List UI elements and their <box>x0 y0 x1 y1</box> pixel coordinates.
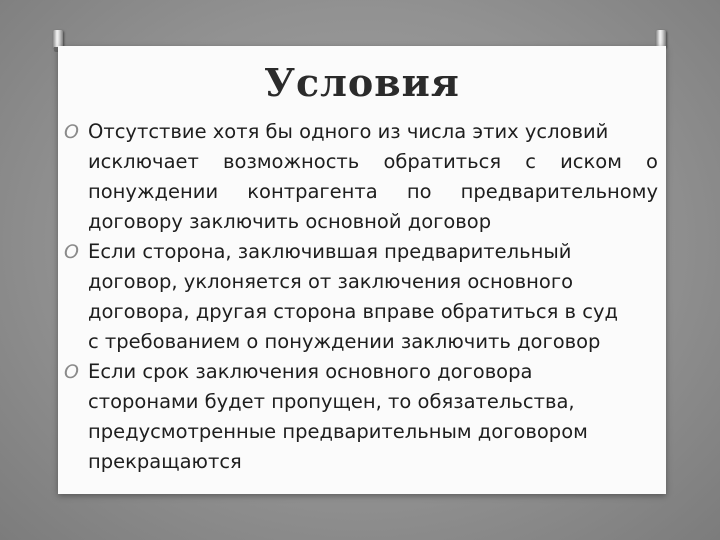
bullet-list <box>62 117 658 477</box>
bullet-3-line-1: Если срок заключения основного договора <box>88 360 533 383</box>
bullet-marker-icon: O <box>64 361 79 383</box>
bullet-3-line-3: предусмотренные предварительным договором <box>88 420 588 443</box>
bullet-item-1 <box>62 117 658 237</box>
bullet-3-line-2: сторонами будет пропущен, то обязательства, <box>88 390 575 413</box>
bullet-item-2 <box>62 237 658 357</box>
bullet-1-line-2: исключает возможность обратиться с иском о <box>88 150 658 173</box>
bullet-2-line-1: Если сторона, заключившая предварительный <box>88 240 572 263</box>
bullet-marker-icon: O <box>64 241 79 263</box>
bullet-2-line-3: договора, другая сторона вправе обратиться в суд <box>88 300 618 323</box>
bullet-2-line-4: с требованием о понуждении заключить договор <box>88 330 601 353</box>
bullet-1-line-1: Отсутствие хотя бы одного из числа этих условий <box>88 120 609 143</box>
bullet-2-line-2: договор, уклоняется от заключения основного <box>88 270 573 293</box>
bullet-item-3 <box>62 357 658 477</box>
bullet-1-line-3: понуждении контрагента по предварительному <box>88 180 658 203</box>
bullet-3-line-4: прекращаются <box>88 450 242 473</box>
slide-title: Условия <box>264 60 460 105</box>
bullet-marker-icon: O <box>64 121 79 143</box>
bullet-1-line-4: договору заключить основной договор <box>88 210 492 233</box>
